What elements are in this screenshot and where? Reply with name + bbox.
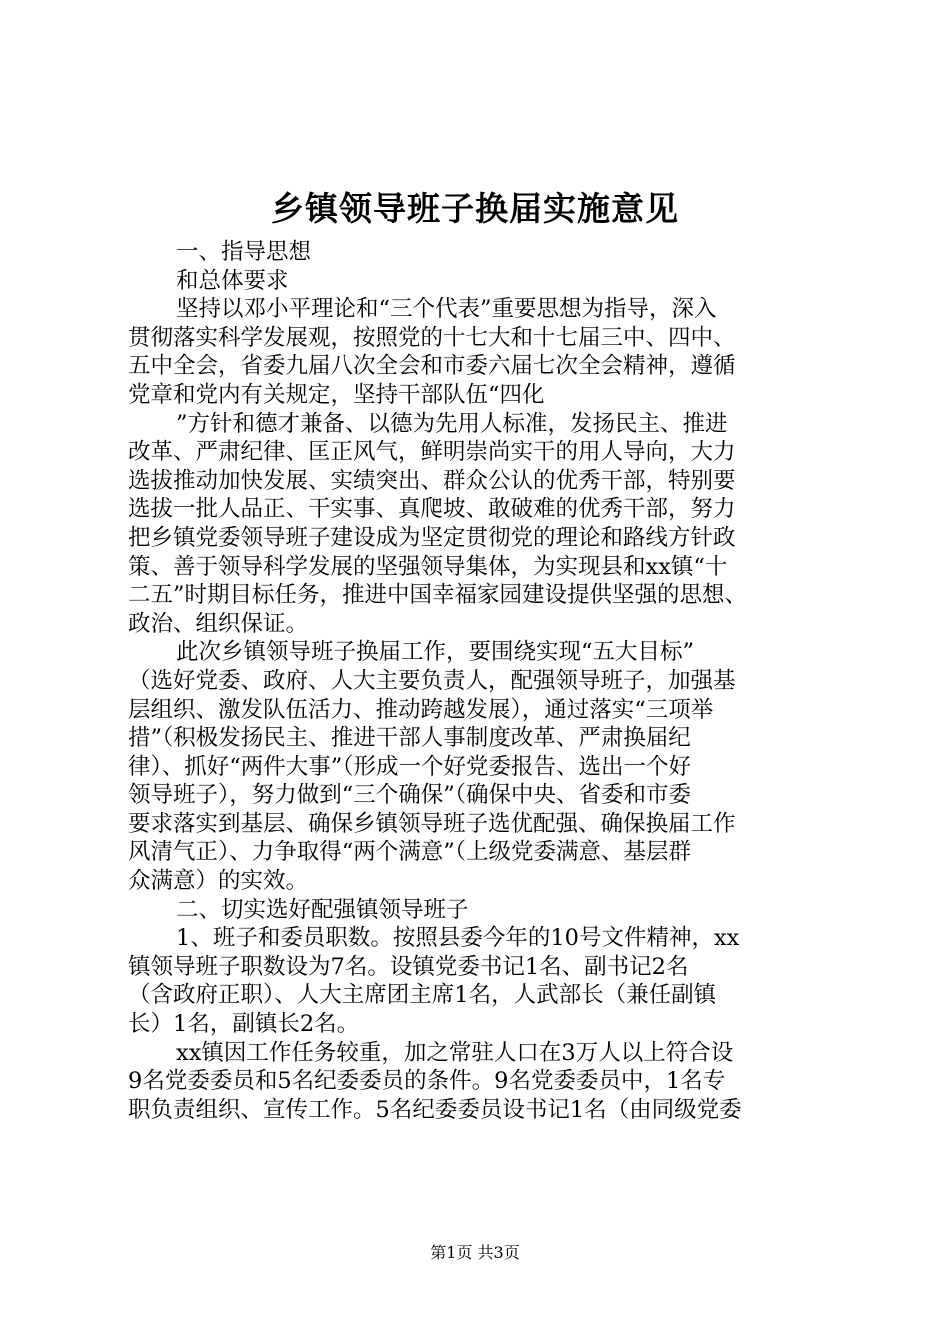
paragraph-line: 改革、严肃纪律、匡正风气，鲜明崇尚实干的用人导向，大力: [128, 439, 736, 466]
paragraph-line: 律）、抓好“两件大事”（形成一个好党委报告、选出一个好: [128, 753, 692, 780]
paragraph-line: 把乡镇党委领导班子建设成为坚定贯彻党的理论和路线方针政: [128, 524, 736, 551]
paragraph-line: 9名党委委员和5名纪委委员的条件。9名党委委员中，1名专: [128, 1068, 726, 1095]
paragraph-line: 长）1名，副镇长2名。: [128, 1011, 360, 1038]
paragraph-line: 选拔推动加快发展、实绩突出、群众公认的优秀干部，特别要: [128, 467, 736, 494]
paragraph-line: （选好党委、政府、人大主要负责人，配强领导班子，加强基: [128, 667, 736, 694]
document-title: 乡镇领导班子换届实施意见: [271, 189, 679, 228]
paragraph-line: ”方针和德才兼备、以德为先用人标准，发扬民主、推进: [176, 410, 728, 437]
paragraph-line: xx镇因工作任务较重，加之常驻人口在3万人以上符合设: [176, 1039, 734, 1066]
paragraph-line: 选拔一批人品正、干实事、真爬坡、敢破难的优秀干部，努力: [128, 496, 736, 523]
paragraph-line: 五中全会，省委九届八次全会和市委六届七次全会精神，遵循: [128, 353, 736, 380]
section-heading-2: 二、切实选好配强镇领导班子: [176, 896, 469, 923]
paragraph-line: 领导班子），努力做到“三个确保”（确保中央、省委和市委: [128, 782, 692, 809]
paragraph-line: 坚持以邓小平理论和“三个代表”重要思想为指导，深入: [176, 296, 717, 323]
paragraph-line: 要求落实到基层、确保乡镇领导班子选优配强、确保换届工作: [128, 810, 736, 837]
paragraph-line: （含政府正职）、人大主席团主席1名，人武部长（兼任副镇: [128, 982, 717, 1009]
paragraph-line: 政治、组织保证。: [128, 610, 309, 637]
paragraph-line: 二五”时期目标任务，推进中国幸福家园建设提供坚强的思想、: [128, 582, 748, 609]
section-heading-1: 一、指导思想: [176, 239, 312, 265]
section-heading-1-cont: 和总体要求: [176, 267, 289, 294]
paragraph-line: 措”（积极发扬民主、推进干部人事制度改革、严肃换届纪: [128, 725, 691, 752]
paragraph-line: 镇领导班子职数设为7名。设镇党委书记1名、副书记2名: [128, 953, 689, 980]
paragraph-line: 众满意）的实效。: [128, 868, 309, 895]
paragraph-line: 风清气正）、力争取得“两个满意”（上级党委满意、基层群: [128, 839, 692, 866]
paragraph-line: 此次乡镇领导班子换届工作，要围绕实现“五大目标”: [176, 639, 695, 666]
paragraph-line: 贯彻落实科学发展观，按照党的十七大和十七届三中、四中、: [128, 324, 736, 351]
paragraph-line: 1、班子和委员职数。按照县委今年的10号文件精神，xx: [176, 925, 740, 952]
page-footer: 第1页 共3页: [430, 1243, 520, 1262]
paragraph-line: 策、善于领导科学发展的坚强领导集体，为实现县和xx镇“十: [128, 553, 728, 580]
paragraph-line: 党章和党内有关规定，坚持干部队伍“四化: [128, 381, 545, 408]
paragraph-line: 职负责组织、宣传工作。5名纪委委员设书记1名（由同级党委: [128, 1096, 742, 1123]
paragraph-line: 层组织、激发队伍活力、推动跨越发展），通过落实“三项举: [128, 696, 714, 723]
document-body: [128, 238, 838, 1124]
